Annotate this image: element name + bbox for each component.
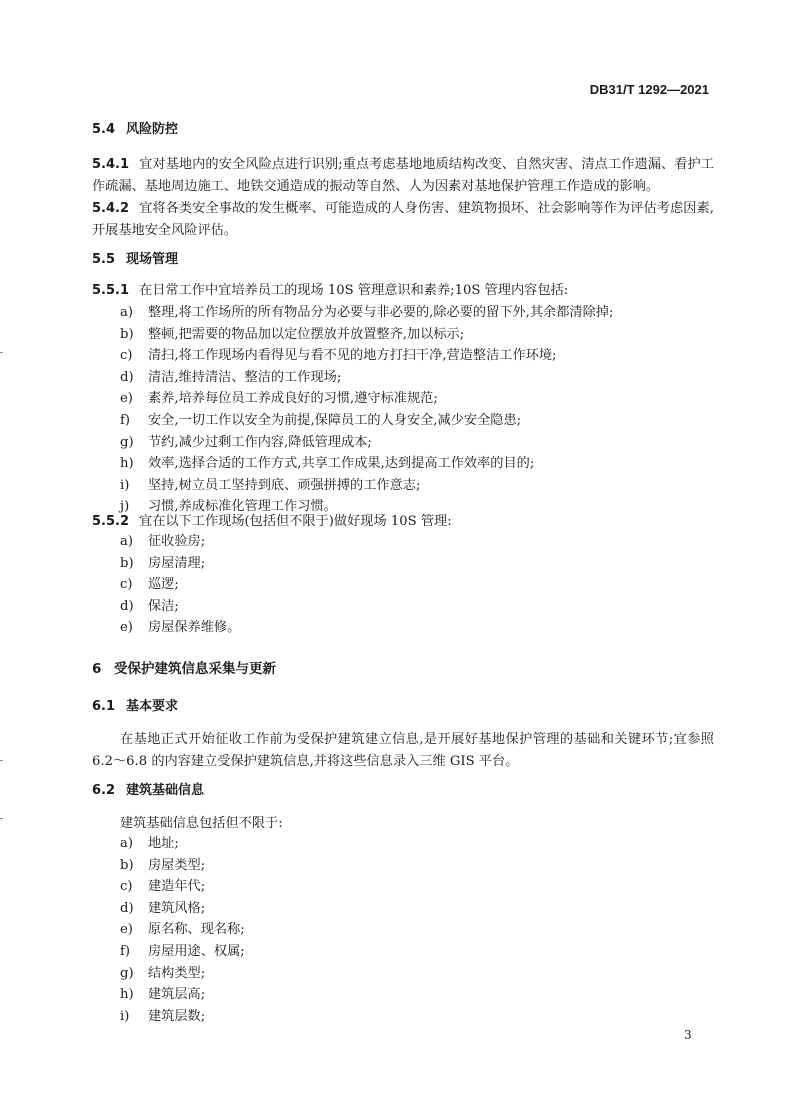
clause-text: 宜对基地内的安全风险点进行识别;重点考虑基地地质结构改变、自然灾害、清点工作遗漏、看护工作疏漏、基地周边施工、地铁交通造成的振动等自然、人为因素对基地保护管理工作造成的影响。 xyxy=(92,157,714,194)
list-item: a) 整理,将工作场所的所有物品分为必要与非必要的,除必要的留下外,其余都清除掉; xyxy=(120,305,614,320)
clause-text: 宜将各类安全事故的发生概率、可能造成的人身伤害、建筑物损坏、社会影响等作为评估考虑因素,开展基地安全风险评估。 xyxy=(92,201,714,238)
list-item: c) 清扫,将工作现场内看得见与看不见的地方打扫干净,营造整洁工作环境; xyxy=(120,348,557,364)
clause-number: 5.4.1 xyxy=(92,157,130,172)
section-title: 建筑基础信息 xyxy=(126,783,205,798)
scan-mark xyxy=(0,352,3,353)
list-item: i) 建筑层数; xyxy=(120,1008,206,1024)
section-number: 5.5 xyxy=(92,252,116,267)
list-item: d) 保洁; xyxy=(120,598,179,614)
list-item: j) 习惯,养成标准化管理工作习惯。 xyxy=(120,499,337,515)
list-item: a) 地址; xyxy=(120,836,179,851)
chapter-title: 受保护建筑信息采集与更新 xyxy=(114,661,276,677)
list-item: e) 房屋保养维修。 xyxy=(120,620,241,636)
clause-number: 5.5.2 xyxy=(92,514,130,529)
paragraph-6-1: 在基地正式开始征收工作前为受保护建筑建立信息,是开展好基地保护管理的基础和关键环节;宜参照 6.2～6.8 的内容建立受保护建筑信息,并将这些信息录入三维 GIS 平台。 xyxy=(92,732,714,769)
paragraph-5-4-2 xyxy=(92,198,714,242)
scan-mark xyxy=(0,760,3,761)
paragraph-5-5-1 xyxy=(92,282,568,300)
section-title: 风险防控 xyxy=(126,122,179,137)
section-heading-5-4 xyxy=(92,121,178,139)
section-number: 5.4 xyxy=(92,122,116,137)
paragraph-5-4-1 xyxy=(92,154,714,198)
paragraph-6-2: 建筑基础信息包括但不限于: xyxy=(120,816,283,831)
section-title: 现场管理 xyxy=(126,252,179,267)
list-item: g) 结构类型; xyxy=(120,965,206,981)
clause-number: 5.4.2 xyxy=(92,201,130,216)
section-heading-5-5 xyxy=(92,251,178,269)
paragraph-5-5-2 xyxy=(92,513,452,531)
clause-text: 在日常工作中宜培养员工的现场 10S 管理意识和素养;10S 管理内容包括: xyxy=(139,283,569,298)
clause-number: 5.5.1 xyxy=(92,283,130,298)
section-heading-6-1 xyxy=(92,698,178,716)
section-number: 6.1 xyxy=(92,699,116,714)
scan-mark xyxy=(0,818,3,819)
list-6-2 xyxy=(120,833,245,1027)
chapter-number: 6 xyxy=(92,661,102,677)
page-number: 3 xyxy=(684,1028,692,1042)
list-item: e) 原名称、现名称; xyxy=(120,922,245,938)
list-item: f) 安全,一切工作以安全为前提,保障员工的人身安全,减少安全隐患; xyxy=(120,412,522,428)
list-item: g) 节约,减少过剩工作内容,降低管理成本; xyxy=(120,434,372,450)
document-code: DB31/T 1292—2021 xyxy=(589,82,709,97)
list-item: c) 建造年代; xyxy=(120,879,206,895)
list-item: i) 坚持,树立员工坚持到底、顽强拼搏的工作意志; xyxy=(120,477,421,493)
list-item: d) 清洁,维持清洁、整洁的工作现场; xyxy=(120,369,342,385)
list-5-5-1 xyxy=(120,302,613,518)
section-heading-6-2 xyxy=(92,782,204,800)
list-5-5-2 xyxy=(120,531,240,639)
chapter-heading-6 xyxy=(92,660,276,678)
list-item: c) 巡逻; xyxy=(120,577,179,593)
list-item: a) 征收验房; xyxy=(120,534,206,549)
list-item: b) 房屋类型; xyxy=(120,857,206,873)
list-item: b) 整顿,把需要的物品加以定位摆放并放置整齐,加以标示; xyxy=(120,326,465,342)
list-item: h) 效率,选择合适的工作方式,共享工作成果,达到提高工作效率的目的; xyxy=(120,456,535,472)
clause-text: 宜在以下工作现场(包括但不限于)做好现场 10S 管理: xyxy=(139,514,452,529)
list-item: h) 建筑层高; xyxy=(120,987,206,1003)
list-item: b) 房屋清理; xyxy=(120,555,206,571)
section-number: 6.2 xyxy=(92,783,116,798)
list-item: e) 素养,培养每位员工养成良好的习惯,遵守标准规范; xyxy=(120,391,438,407)
section-title: 基本要求 xyxy=(126,699,179,714)
list-item: d) 建筑风格; xyxy=(120,900,206,916)
list-item: f) 房屋用途、权属; xyxy=(120,943,245,959)
